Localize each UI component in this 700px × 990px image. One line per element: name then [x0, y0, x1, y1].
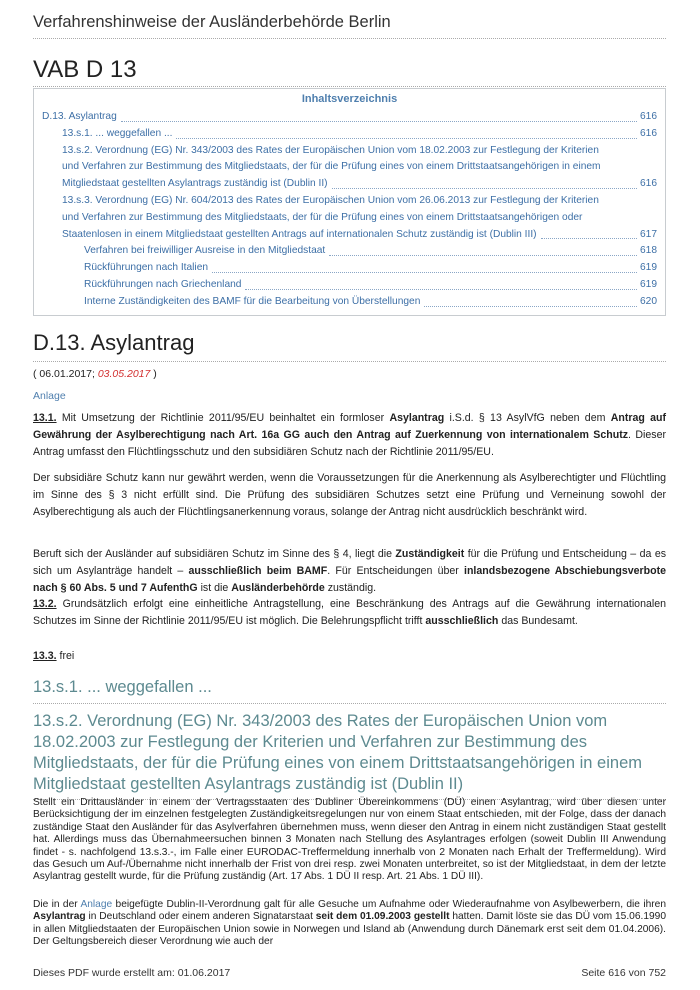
- toc-item-page: 619: [640, 278, 657, 290]
- text: für die Prüfung und Entscheidung – da es sich um Asylanträge handelt –: [33, 548, 667, 577]
- toc-leader: [424, 306, 637, 307]
- toc-item-label: Rückführungen nach Griechenland: [84, 278, 242, 290]
- paragraph-13-2: [33, 596, 666, 630]
- text-bold: Asylantrag: [389, 412, 445, 424]
- paragraph-subsidiary: Der subsidiäre Schutz kann nur gewährt werden, wenn die Voraussetzungen für die Anerkennung als Asylberechtigter und Flüchtling im Sinne des § 3 nicht erfüllt sind. Die Prüfung des subsidiären Schutzes setzt eine Prüfung und Verneinung sowohl der Asylberechtigung als auch der Flüchtlingsanerkennung voraus, solange der Antrag nicht ausdrücklich beschränkt wird.: [33, 472, 666, 518]
- text: i.S.d. § 13 AsylVfG neben dem: [444, 412, 611, 424]
- text: Beruft sich der Ausländer auf subsidiären Schutz im Sinne des § 4, liegt die: [33, 548, 396, 560]
- text: Mit Umsetzung der Richtlinie 2011/95/EU beinhaltet ein formloser: [56, 412, 390, 424]
- toc-item-page: 620: [640, 295, 657, 307]
- text: frei: [56, 650, 75, 662]
- toc-leader: [245, 289, 637, 290]
- toc-leader: [121, 121, 637, 122]
- toc-item-page: 616: [640, 111, 657, 122]
- toc-leader: [541, 238, 637, 239]
- paragraph-dublin-ii: [33, 899, 666, 949]
- anlage-inline-link[interactable]: Anlage: [80, 899, 113, 910]
- toc-item-label: Verfahren bei freiwilliger Ausreise in den Mitgliedstaat: [84, 245, 326, 257]
- date-close: ): [150, 368, 157, 380]
- toc-leader: [176, 138, 637, 139]
- toc-item-label: Rückführungen nach Italien: [84, 262, 209, 274]
- toc-leader: [329, 255, 637, 256]
- text: . Dieser Antrag umfasst den Flüchtlingsschutz und den subsidiären Schutz nach der Richtlinie 2011/95/EU.: [33, 429, 667, 458]
- text: . Für Entscheidungen über: [327, 565, 465, 577]
- paragraph-13-1: [33, 410, 666, 461]
- toc-item-page: 616: [640, 127, 657, 139]
- toc-item-13s3[interactable]: [42, 193, 657, 243]
- toc-item-line: Mitgliedstaat gestellten Asylantrags zuständig ist (Dublin II): [62, 178, 328, 190]
- toc-item-line: und Verfahren zur Bestimmung des Mitgliedstaats, der für die Prüfung eines von einem Drittstaatsangehörigen in einem: [62, 161, 601, 173]
- text-bold: ausschließlich: [425, 615, 499, 627]
- toc-item-bamf[interactable]: [42, 294, 657, 311]
- paragraph-zustaendigkeit: [33, 546, 666, 597]
- text: Die in der: [33, 899, 81, 910]
- toc-item-label: Interne Zuständigkeiten des BAMF für die Bearbeitung von Überstellungen: [84, 295, 421, 307]
- toc-item-13s1[interactable]: [42, 126, 657, 143]
- anlage-link[interactable]: Anlage: [33, 390, 66, 402]
- toc-item-page: 618: [640, 245, 657, 257]
- paragraph-number: 13.1.: [33, 412, 57, 424]
- text: in Deutschland oder einem anderen Signatarstaat: [85, 911, 316, 923]
- section-heading-13s2: 13.s.2. Verordnung (EG) Nr. 343/2003 des Rates der Europäischen Union vom 18.02.2003 zur Festlegung der Kriterien und Verfahren zur Bestimmung des Mitgliedstaats, der für die Prüfung eines von einem Drittstaatsangehörigen in einem Mitgliedstaat gestellten Asylantrags zuständig ist (Dublin II): [33, 711, 666, 800]
- text: ist die: [197, 582, 232, 594]
- toc-item-freiwillige-ausreise[interactable]: [42, 243, 657, 260]
- paragraph-number: 13.3.: [33, 650, 57, 662]
- footer-page-number: Seite 616 von 752: [581, 967, 666, 979]
- text: hatten. Damit löste sie das DÜ vom 15.06.1990 in allen Mitgliedstaaten der Europäischen Union sowie in Norwegen und Island ab (Anwendung durch Dänemark erst seit dem 01.04.2006). Der Geltungsbereich dieser Verordnung wie auch der: [33, 911, 666, 948]
- text-bold: Antrag auf Gewährung der Asylberechtigung nach Art. 16a GG auch den Antrag auf Zuerkennung von internationalem Schutz: [33, 412, 667, 441]
- document-title: VAB D 13: [33, 56, 137, 83]
- section-heading-d13: D.13. Asylantrag: [33, 330, 666, 362]
- toc-item-page: 616: [640, 178, 657, 190]
- title-divider: [33, 86, 666, 87]
- text: zuständig.: [324, 582, 377, 594]
- toc-item-line: und Verfahren zur Bestimmung des Mitgliedstaats, der für die Prüfung eines von einem Drittstaatsangehörigen oder: [62, 211, 583, 223]
- toc-item-griechenland[interactable]: [42, 277, 657, 294]
- section-dates: [33, 368, 157, 380]
- toc-item-page: 619: [640, 262, 657, 274]
- text-bold: inlandsbezogene Abschiebungsverbote nach § 60 Abs. 5 und 7 AufenthG: [33, 565, 667, 594]
- date-open: ( 06.01.2017;: [33, 368, 98, 380]
- toc-item-italien[interactable]: [42, 260, 657, 277]
- date-updated: 03.05.2017: [97, 368, 151, 380]
- text-bold: seit dem 01.09.2003 gestellt: [315, 911, 450, 923]
- toc-heading: Inhaltsverzeichnis: [301, 93, 398, 105]
- section-heading-13s1: 13.s.1. ... weggefallen ...: [33, 678, 666, 704]
- toc-item-d13[interactable]: [42, 109, 657, 126]
- toc-leader: [332, 188, 637, 189]
- table-of-contents: [33, 88, 666, 316]
- text-bold: Asylantrag: [33, 911, 86, 923]
- text: beigefügte Dublin-II-Verordnung galt für alle Gesuche um Aufnahme oder Wiederaufnahme von Asylbewerbern, die ihren: [112, 899, 666, 910]
- text-bold: Zuständigkeit: [395, 548, 465, 560]
- toc-leader: [212, 272, 637, 273]
- toc-item-line: Staatenlosen in einem Mitgliedstaat gestellten Antrags auf internationalen Schutz zuständig ist (Dublin III): [62, 228, 537, 240]
- text: Grundsätzlich erfolgt eine einheitliche Antragstellung, eine Beschränkung des Antrags auf die Gewährung internationalen Schutzes im Sinne der Richtlinie 2011/95/EU ist möglich. Die Belehrungspflicht trifft: [33, 598, 666, 627]
- toc-item-line: 13.s.3. Verordnung (EG) Nr. 604/2013 des Rates der Europäischen Union vom 26.06.2013 zur Festlegung der Kriterien: [62, 194, 599, 206]
- paragraph-13-3: [33, 648, 666, 665]
- document-header: Verfahrenshinweise der Ausländerbehörde Berlin: [33, 13, 666, 39]
- paragraph-dublin-intro: Stellt ein Drittausländer in einem der Vertragsstaaten des Dubliner Übereinkommens (DÜ) einen Asylantrag, wird über diesen unter Berücksichtigung der im einzelnen festgelegten Zuständigkeitsregelungen nur von einem Staat entschieden, mit der Folge, dass der danach zuständige Staat den Ausländer für das Asylverfahren übernehmen muss, wenn dieser den Antrag in einem nicht zuständigen Staat gestellt hat. Allerdings muss das Übernahmeersuchen binnen 3 Monaten nach Stellung des Asylantrages erfolgen (soweit Dublin III Anwendung findet - s. nachfolgend 13.s.3.-, im Falle einer EURODAC-Treffermeldung innerhalb von 2 Monaten nach Erhalt der Treffermeldung). Wird das Gesuch um Auf-/Übernahme nicht innerhalb der Frist von drei resp. zwei Monaten unterbreitet, so ist der Mitgliedstaat, in dem der letzte Asylantrag gestellt wurde, für die Prüfung zuständig (Art. 17 Abs. 1 DÜ II resp. Art. 21 Abs. 1 DÜ III).: [33, 797, 666, 883]
- text: das Bundesamt.: [498, 615, 578, 627]
- toc-item-13s2[interactable]: [42, 143, 657, 193]
- toc-item-page: 617: [640, 228, 657, 240]
- toc-item-label: 13.s.1. ... weggefallen ...: [62, 127, 173, 139]
- text-bold: ausschließlich beim BAMF: [188, 565, 328, 577]
- paragraph-number: 13.2.: [33, 598, 57, 610]
- toc-item-line: 13.s.2. Verordnung (EG) Nr. 343/2003 des Rates der Europäischen Union vom 18.02.2003 zur Festlegung der Kriterien: [62, 144, 599, 156]
- text-bold: Ausländerbehörde: [231, 582, 325, 594]
- toc-item-label: D.13. Asylantrag: [42, 111, 117, 122]
- footer-created: Dieses PDF wurde erstellt am: 01.06.2017: [33, 967, 231, 979]
